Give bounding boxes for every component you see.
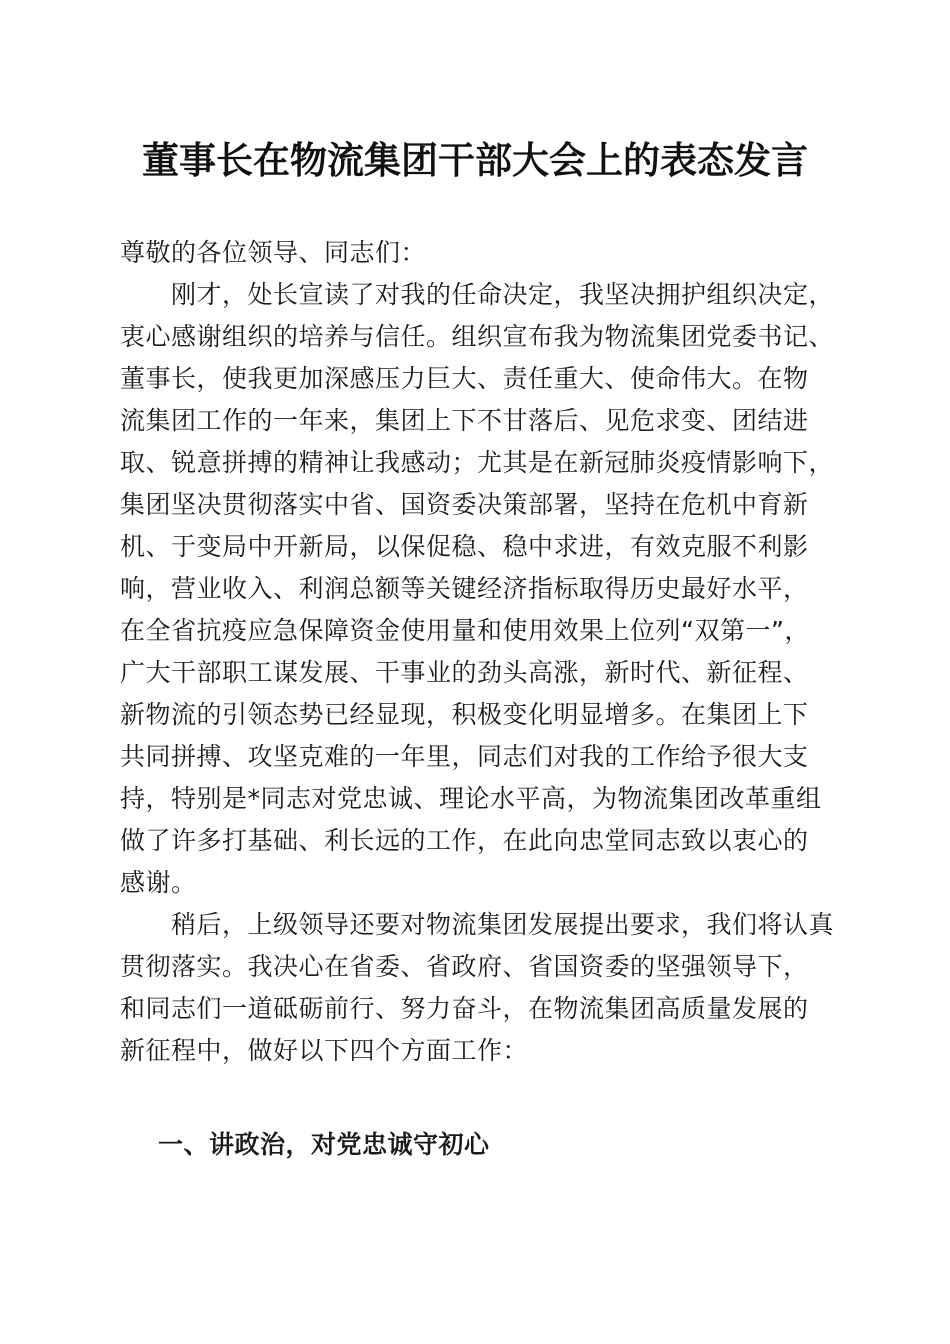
paragraph-1-line: 新物流的引领态势已经显现，积极变化明显增多。在集团上下 <box>120 700 809 729</box>
paragraph-1-line: 取、锐意拼搏的精神让我感动；尤其是在新冠肺炎疫情影响下， <box>120 448 835 477</box>
paragraph-2 <box>120 904 835 1072</box>
salutation: 尊敬的各位领导、同志们： <box>120 238 427 267</box>
paragraph-1-line: 共同拼搏、攻坚克难的一年里，同志们对我的工作给予很大支 <box>120 742 809 771</box>
section-heading-1: 一、讲政治，对党忠诚守初心 <box>158 1130 490 1159</box>
paragraph-1-line: 集团坚决贯彻落实中省、国资委决策部署，坚持在危机中育新 <box>120 490 809 519</box>
paragraph-1-line: 做了许多打基础、利长远的工作，在此向忠堂同志致以衷心的 <box>120 826 809 855</box>
paragraph-2-line: 稍后，上级领导还要对物流集团发展提出要求，我们将认真 <box>120 910 835 939</box>
paragraph-1-line: 刚才，处长宣读了对我的任命决定，我坚决拥护组织决定， <box>120 280 835 309</box>
document-body <box>120 232 835 1072</box>
paragraph-1-line: 响，营业收入、利润总额等关键经济指标取得历史最好水平， <box>120 574 809 603</box>
paragraph-1-line: 流集团工作的一年来，集团上下不甘落后、见危求变、团结进 <box>120 406 809 435</box>
paragraph-1-line: 在全省抗疫应急保障资金使用量和使用效果上位列“双第一”， <box>120 616 810 645</box>
paragraph-1-line: 衷心感谢组织的培养与信任。组织宣布我为物流集团党委书记、 <box>120 322 835 351</box>
paragraph-2-line: 和同志们一道砥砺前行、努力奋斗，在物流集团高质量发展的 <box>120 994 809 1023</box>
document-title: 董事长在物流集团干部大会上的表态发言 <box>142 138 808 182</box>
paragraph-1-line: 感谢。 <box>120 868 197 897</box>
paragraph-1 <box>120 274 835 904</box>
paragraph-1-line: 机、于变局中开新局，以保促稳、稳中求进，有效克服不利影 <box>120 532 809 561</box>
paragraph-1-line: 持，特别是*同志对党忠诚、理论水平高，为物流集团改革重组 <box>120 784 822 813</box>
paragraph-2-line: 贯彻落实。我决心在省委、省政府、省国资委的坚强领导下， <box>120 952 809 981</box>
paragraph-2-line: 新征程中，做好以下四个方面工作： <box>120 1036 529 1065</box>
paragraph-1-line: 董事长，使我更加深感压力巨大、责任重大、使命伟大。在物 <box>120 364 809 393</box>
paragraph-1-line: 广大干部职工谋发展、干事业的劲头高涨，新时代、新征程、 <box>120 658 809 687</box>
